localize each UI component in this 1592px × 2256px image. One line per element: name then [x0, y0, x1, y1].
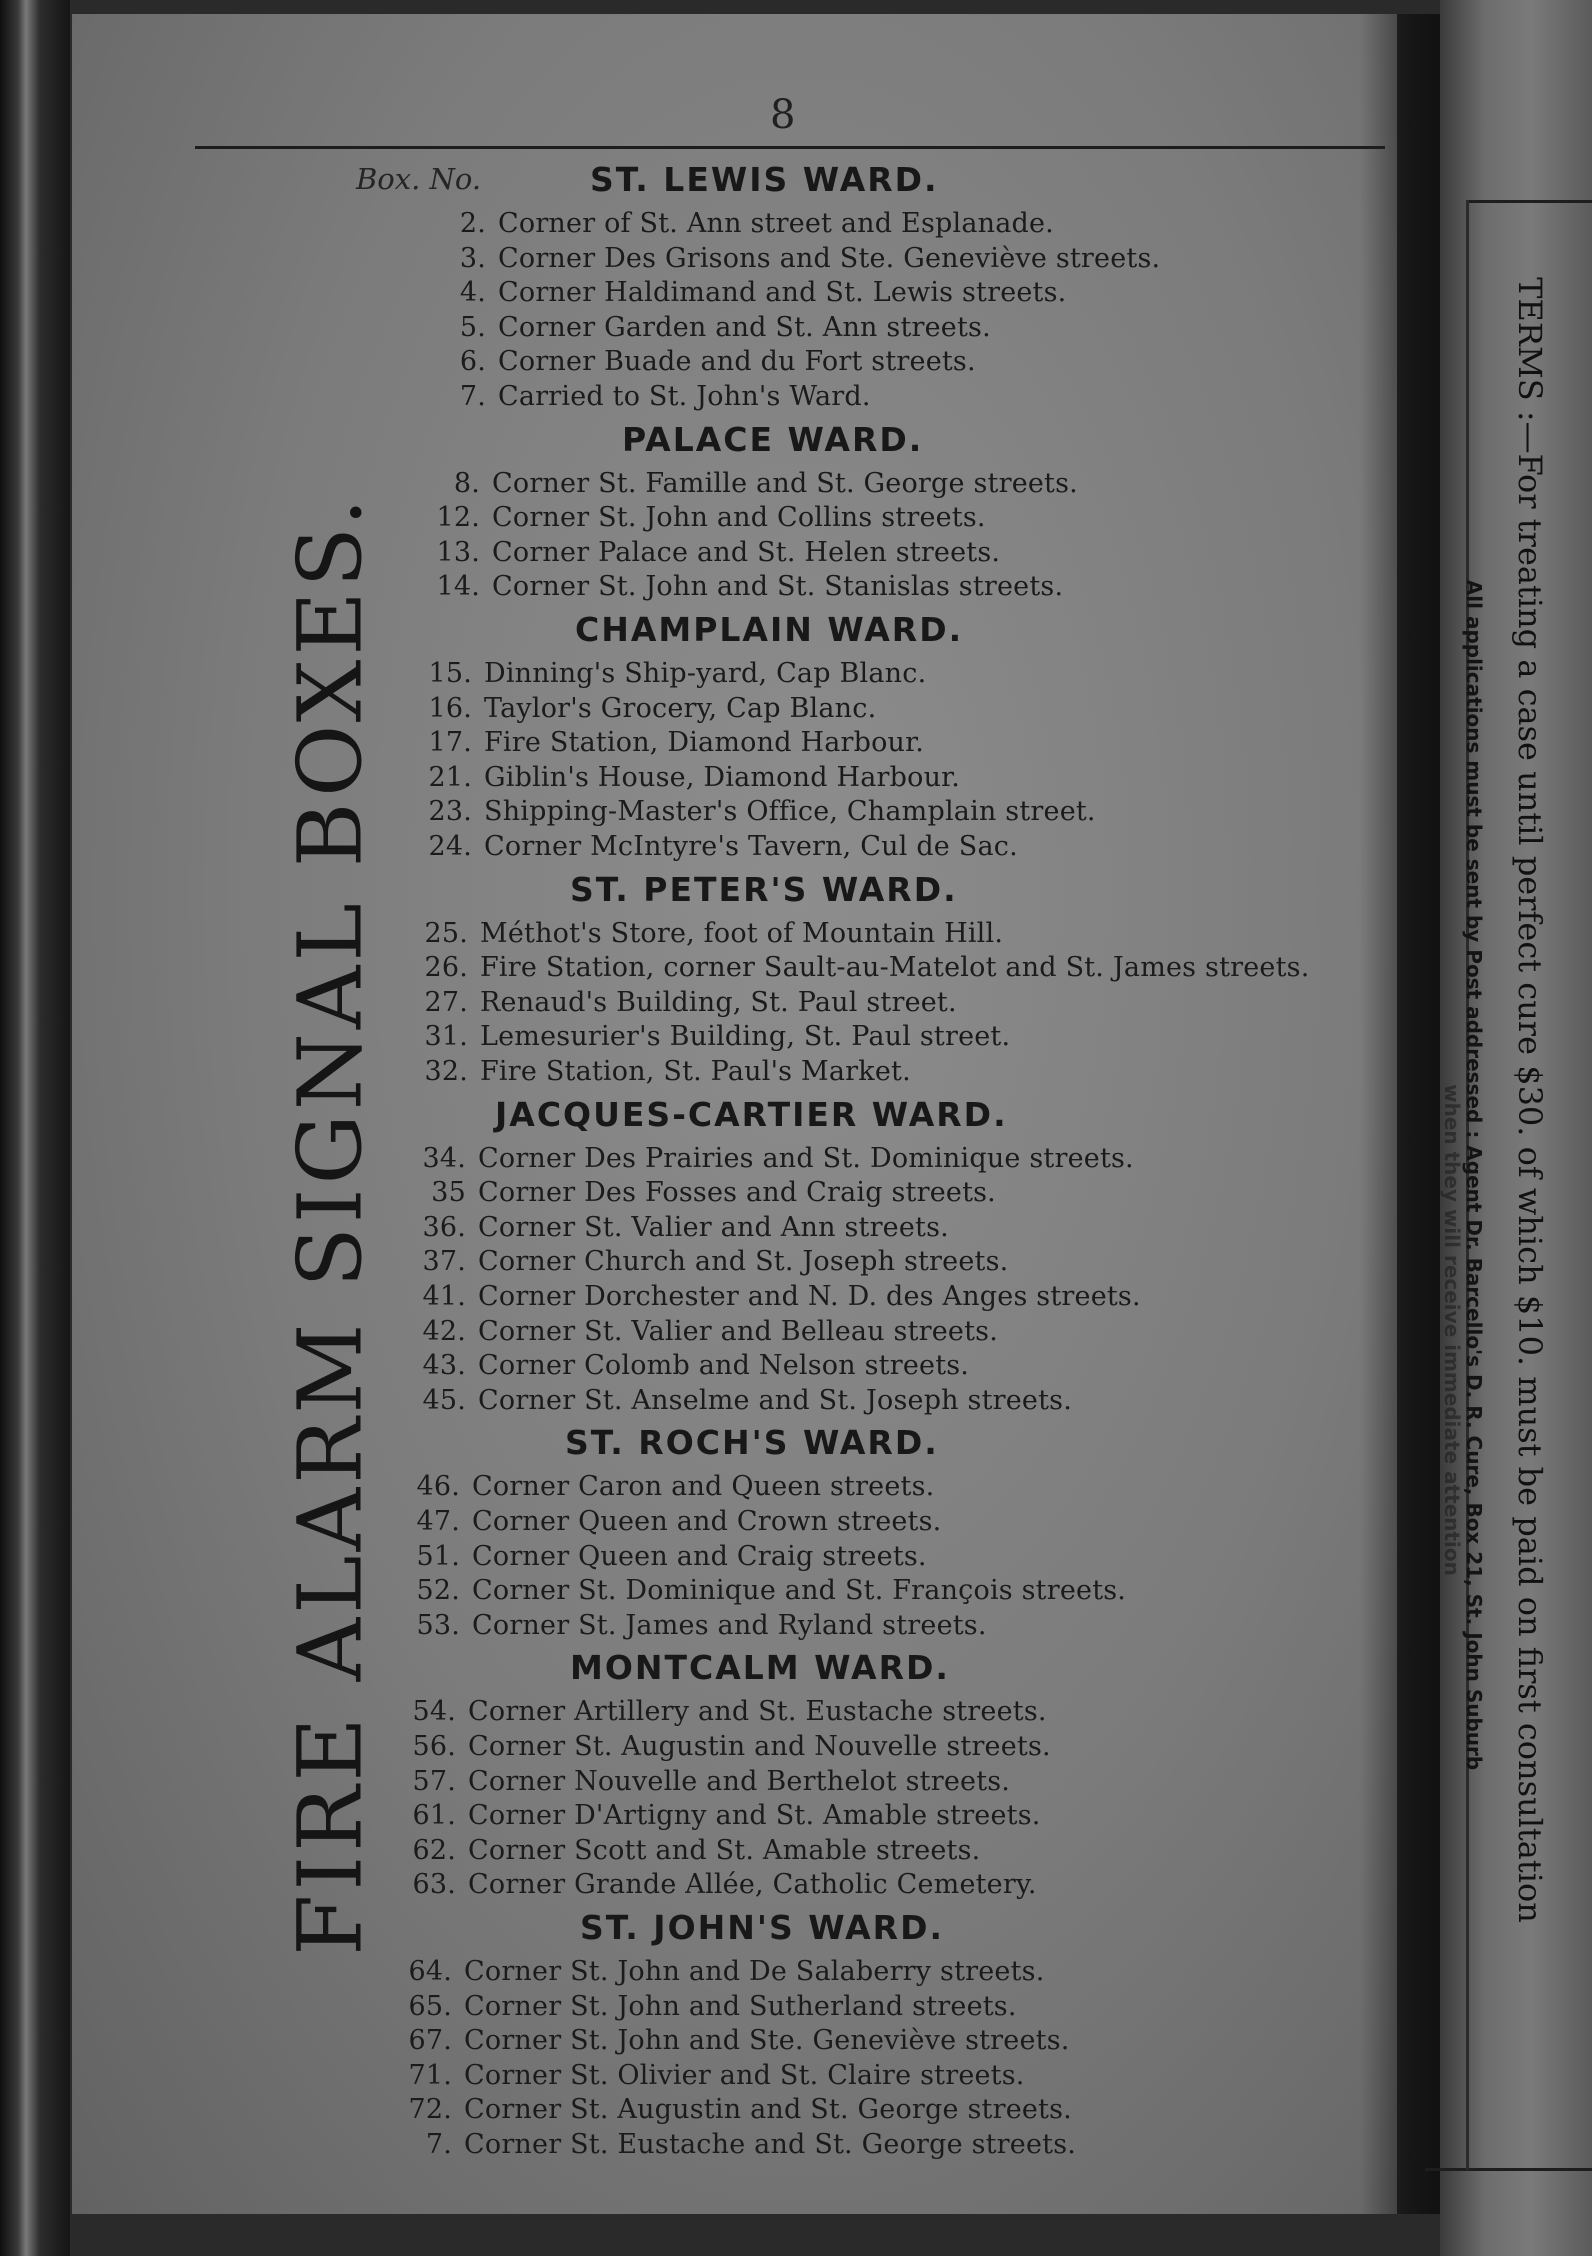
box-number: 61.: [412, 1800, 456, 1832]
box-number: 47.: [416, 1506, 460, 1537]
box-number: 2.: [459, 208, 486, 239]
signal-box-entry: [404, 1471, 934, 1502]
box-location: Corner Queen and Crown streets.: [472, 1506, 942, 1537]
signal-box-entry: [412, 952, 1309, 983]
box-number: 35: [431, 1177, 466, 1209]
box-location: Corner St. Anselme and St. Joseph streets.: [478, 1384, 1073, 1416]
box-location: Renaud's Building, St. Paul street.: [480, 986, 957, 1018]
signal-box-entry: [410, 1281, 1141, 1312]
box-number: 4.: [459, 277, 486, 309]
ward-heading: JACQUES-CARTIER WARD.: [495, 1094, 1008, 1134]
signal-box-entry: [400, 1800, 1041, 1831]
box-location: Corner Artillery and St. Eustache streets.: [468, 1696, 1047, 1728]
signal-box-entry: [410, 1316, 998, 1347]
ward-heading: MONTCALM WARD.: [570, 1648, 950, 1688]
box-number: 53.: [416, 1609, 460, 1641]
signal-box-entry: [404, 1610, 987, 1641]
box-location: Corner Church and St. Joseph streets.: [478, 1246, 1009, 1278]
signal-box-entry: [412, 1056, 911, 1087]
box-number: 13.: [436, 536, 480, 568]
signal-box-entry: [424, 571, 1063, 602]
signal-box-entry: [400, 1835, 980, 1866]
box-location: Corner Scott and St. Amable streets.: [468, 1834, 981, 1866]
box-number: 43.: [422, 1350, 466, 1382]
signal-box-entry: [396, 2060, 1025, 2091]
box-location: Corner Caron and Queen streets.: [472, 1471, 935, 1503]
box-location: Corner Palace and St. Helen streets.: [492, 536, 1001, 568]
adjacent-page-attention-line: when they will receive immediate attention: [1440, 1084, 1464, 1576]
box-number: 41.: [422, 1281, 466, 1312]
ward-heading: PALACE WARD.: [622, 419, 924, 459]
box-number: 34.: [422, 1142, 466, 1174]
box-number: 65.: [408, 1990, 452, 2022]
signal-box-entry: [430, 346, 976, 377]
box-number-column-header: Box. No.: [356, 162, 482, 196]
signal-box-entry: [416, 727, 924, 758]
box-location: Carried to St. John's Ward.: [498, 381, 871, 412]
box-location: Fire Station, corner Sault-au-Matelot and St. James streets.: [480, 952, 1310, 984]
box-number: 7.: [459, 381, 486, 412]
box-location: Corner St. Olivier and St. Claire streets.: [464, 2059, 1025, 2091]
box-number: 51.: [416, 1540, 460, 1572]
signal-box-entry: [430, 312, 991, 343]
signal-box-entry: [412, 918, 1003, 949]
box-location: Corner St. Valier and Ann streets.: [478, 1211, 949, 1243]
box-number: 42.: [422, 1315, 466, 1347]
box-location: Corner Des Prairies and St. Dominique streets.: [478, 1142, 1134, 1174]
box-number: 14.: [436, 571, 480, 603]
signal-box-entry: [396, 1991, 1017, 2022]
box-number: 36.: [422, 1211, 466, 1243]
signal-box-entry: [400, 1696, 1047, 1727]
box-number: 63.: [412, 1869, 456, 1901]
box-number: 45.: [422, 1384, 466, 1416]
box-location: Corner D'Artigny and St. Amable streets.: [468, 1800, 1041, 1832]
box-location: Corner Queen and Craig streets.: [472, 1540, 927, 1572]
box-number: 32.: [424, 1056, 468, 1087]
box-number: 5.: [459, 311, 486, 343]
box-location: Corner St. Valier and Belleau streets.: [478, 1315, 998, 1347]
box-location: Corner St. John and De Salaberry streets.: [464, 1956, 1045, 1987]
box-number: 56.: [412, 1731, 456, 1762]
signal-box-entry: [396, 2094, 1072, 2125]
box-number: 17.: [428, 727, 472, 759]
box-location: Corner St. John and St. Stanislas streets.: [492, 571, 1064, 603]
signal-box-entry: [430, 208, 1054, 239]
box-location: Corner St. Famille and St. George streets.: [492, 467, 1078, 499]
box-location: Corner Buade and du Fort streets.: [498, 346, 976, 378]
box-number: 27.: [424, 986, 468, 1018]
box-number: 24.: [428, 831, 472, 862]
box-location: Corner Colomb and Nelson streets.: [478, 1350, 970, 1382]
box-number: 31.: [424, 1021, 468, 1053]
signal-box-entry: [396, 2129, 1076, 2160]
box-number: 67.: [408, 2025, 452, 2057]
ward-heading: ST. JOHN'S WARD.: [580, 1908, 945, 1947]
page-title-vertical: FIRE ALARM SIGNAL BOXES.: [278, 494, 382, 1956]
box-location: Dinning's Ship-yard, Cap Blanc.: [484, 658, 927, 689]
signal-box-entry: [410, 1350, 969, 1381]
box-location: Corner St. Dominique and St. François streets.: [472, 1575, 1127, 1607]
signal-box-entry: [404, 1506, 941, 1537]
box-number: 16.: [428, 692, 472, 724]
box-location: Corner Dorchester and N. D. des Anges streets.: [478, 1281, 1141, 1312]
box-location: Corner Haldimand and St. Lewis streets.: [498, 277, 1067, 309]
box-location: Taylor's Grocery, Cap Blanc.: [484, 692, 877, 724]
box-number: 54.: [412, 1696, 456, 1728]
box-number: 15.: [428, 658, 472, 689]
signal-box-entry: [410, 1246, 1008, 1277]
box-location: Corner Garden and St. Ann streets.: [498, 311, 991, 343]
box-location: Corner St. John and Ste. Geneviève streets.: [464, 2025, 1070, 2057]
signal-box-entry: [410, 1143, 1134, 1174]
signal-box-entry: [430, 243, 1160, 274]
adjacent-page-rule-top: [1468, 200, 1592, 203]
box-number: 12.: [436, 502, 480, 534]
box-location: Giblin's House, Diamond Harbour.: [484, 761, 961, 793]
box-number: 3.: [459, 242, 486, 274]
page-number: 8: [770, 92, 796, 138]
signal-box-entry: [412, 987, 957, 1018]
signal-box-entry: [404, 1541, 927, 1572]
signal-box-entry: [424, 537, 1000, 568]
box-location: Corner Nouvelle and Berthelot streets.: [468, 1765, 1011, 1797]
box-location: Shipping-Master's Office, Champlain street.: [484, 796, 1096, 828]
box-location: Fire Station, Diamond Harbour.: [484, 727, 925, 759]
box-location: Corner St. John and Sutherland streets.: [464, 1990, 1017, 2022]
adjacent-page-applications: All applications must be sent by Post addressed : Agent Dr. Barcello's D. R. Cure, Box 21, St. John Suburb: [1462, 579, 1486, 1771]
box-location: Corner McIntyre's Tavern, Cul de Sac.: [484, 831, 1018, 862]
box-number: 6.: [459, 346, 486, 378]
box-location: Corner St. Eustache and St. George streets.: [464, 2129, 1077, 2160]
signal-box-entry: [404, 1575, 1126, 1606]
box-number: 8.: [453, 467, 480, 499]
signal-box-entry: [424, 502, 986, 533]
box-location: Méthot's Store, foot of Mountain Hill.: [480, 917, 1004, 949]
signal-box-entry: [410, 1177, 996, 1208]
signal-box-entry: [410, 1212, 949, 1243]
box-location: Corner St. John and Collins streets.: [492, 502, 986, 534]
signal-box-entry: [416, 831, 1018, 862]
box-number: 62.: [412, 1834, 456, 1866]
signal-box-entry: [416, 762, 960, 793]
box-number: 26.: [424, 952, 468, 984]
book-left-edge: [0, 0, 70, 2256]
box-number: 71.: [408, 2059, 452, 2091]
signal-box-entry: [396, 1956, 1045, 1987]
signal-box-entry: [416, 796, 1096, 827]
box-number: 23.: [428, 796, 472, 828]
box-number: 57.: [412, 1765, 456, 1797]
box-number: 64.: [408, 1956, 452, 1987]
adjacent-page-rule-bottom: [1425, 2168, 1592, 2171]
ward-heading: CHAMPLAIN WARD.: [575, 610, 964, 649]
signal-box-entry: [400, 1766, 1010, 1797]
box-location: Corner St. Augustin and Nouvelle streets.: [468, 1731, 1051, 1762]
adjacent-page-terms: TERMS :—For treating a case until perfect cure $30. of which $10. must be paid on first consultation: [1511, 277, 1549, 1923]
ward-heading: ST. ROCH'S WARD.: [565, 1423, 939, 1463]
box-number: 46.: [416, 1471, 460, 1503]
box-location: Fire Station, St. Paul's Market.: [480, 1056, 911, 1087]
box-location: Lemesurier's Building, St. Paul street.: [480, 1021, 1011, 1053]
signal-box-entry: [396, 2025, 1070, 2056]
signal-box-entry: [430, 277, 1066, 308]
page-gutter-shadow: [1360, 14, 1440, 2214]
signal-box-entry: [410, 1385, 1072, 1416]
box-location: Corner Grande Allée, Catholic Cemetery.: [468, 1869, 1037, 1901]
box-number: 21.: [428, 761, 472, 793]
box-location: Corner Des Fosses and Craig streets.: [478, 1177, 996, 1209]
ward-heading: ST. LEWIS WARD.: [590, 160, 939, 199]
signal-box-entry: [416, 693, 876, 724]
box-location: Corner of St. Ann street and Esplanade.: [498, 208, 1054, 239]
box-location: Corner St. James and Ryland streets.: [472, 1609, 987, 1641]
signal-box-entry: [400, 1731, 1051, 1762]
signal-box-entry: [412, 1021, 1010, 1052]
ward-heading: ST. PETER'S WARD.: [570, 869, 958, 909]
signal-box-entry: [400, 1869, 1037, 1900]
box-location: Corner St. Augustin and St. George streets.: [464, 2094, 1072, 2126]
box-number: 52.: [416, 1575, 460, 1607]
box-number: 72.: [408, 2094, 452, 2126]
box-location: Corner Des Grisons and Ste. Geneviève streets.: [498, 242, 1161, 274]
signal-box-entry: [424, 468, 1078, 499]
box-number: 37.: [422, 1246, 466, 1278]
box-number: 25.: [424, 917, 468, 949]
header-rule: [195, 146, 1385, 149]
signal-box-entry: [416, 658, 926, 689]
box-number: 7.: [425, 2129, 452, 2160]
signal-box-entry: [430, 381, 871, 412]
